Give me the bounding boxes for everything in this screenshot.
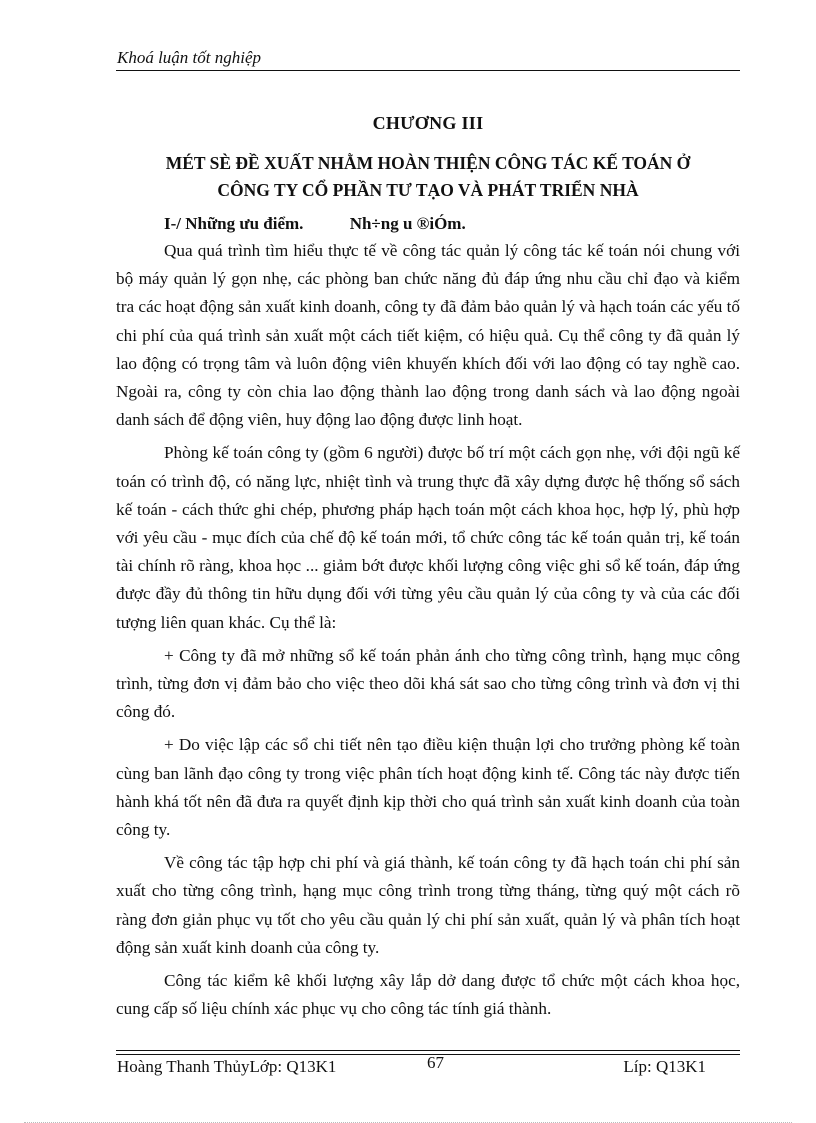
page-number: 67 [427, 1053, 444, 1072]
chapter-title [116, 150, 740, 204]
paragraph: Công tác kiểm kê khối lượng xây lắp dở dang được tổ chức một cách khoa học, cung cấp số liệu chính xác phục vụ cho công tác tính giá thành. [116, 971, 740, 1019]
chapter-label: CHƯƠNG III [372, 113, 484, 133]
paragraph: Qua quá trình tìm hiểu thực tế về công tác quản lý công tác kế toán nói chung với bộ máy quản lý gọn nhẹ, các phòng ban chức năng đủ đáp ứng nhu cầu chỉ đạo và kiểm tra các hoạt động sản xuất kinh doanh, công ty đã đảm bảo quản lý và hạch toán các yếu tố chi phí của quá trình sản xuất một cách tiết kiệm, có hiệu quả. Cụ thể công ty đã quản lý lao động có trọng tâm và luôn động viên khuyến khích đối với lao động có tay nghề cao. Ngoài ra, công ty còn chia lao động thành lao động trong danh sách và lao động ngoài danh sách để động viên, huy động lao động được linh hoạt. [116, 241, 740, 430]
paragraph: + Do việc lập các sổ chi tiết nên tạo điều kiện thuận lợi cho trưởng phòng kế toàn cùng ban lãnh đạo công ty trong việc phân tích hoạt động kinh tế. Công tác này được tiến hành khá tốt nên đã đưa ra quyết định kịp thời cho quá trình sản xuất kinh doanh của toàn công ty. [116, 735, 740, 840]
running-header: Khoá luận tốt nghiệp [117, 48, 262, 67]
footer-rule [116, 1050, 740, 1051]
body-text [116, 237, 740, 1028]
paragraph: Về công tác tập hợp chi phí và giá thành, kế toán công ty đã hạch toán chi phí sản xuất cho từng công trình, hạng mục công trình trong từng tháng, từng quý một cách rõ ràng đơn giản phục vụ tốt cho yêu cầu quản lý chi phí sản xuất, quản lý và phân tích hoạt động sản xuất kinh doanh của công ty. [116, 853, 740, 957]
header-rule [116, 70, 740, 71]
footer-author: Hoàng Thanh ThủyLớp: Q13K1 [117, 1057, 337, 1076]
section-heading-garbled: Nh÷ng u ®iÓm. [349, 214, 466, 233]
paragraph: + Công ty đã mở những sổ kế toán phản ánh cho từng công trình, hạng mục công trình, từng đơn vị đảm bảo cho việc theo dõi khá sát sao cho từng công trình và đơn vị thi công đó. [116, 645, 740, 722]
chapter-title-line-1: MÉT SÈ ĐỀ XUẤT NHẰM HOÀN THIỆN CÔNG TÁC KẾ TOÁN Ở [165, 153, 691, 173]
section-heading [164, 214, 466, 234]
paragraph: Phòng kế toán công ty (gồm 6 người) được bố trí một cách gọn nhẹ, với đội ngũ kế toán có trình độ, có năng lực, nhiệt tình và trung thực đã xây dựng được hệ thống sổ sách kế toán - cách thức ghi chép, phương pháp hạch toán một cách khoa học, hợp lý, phù hợp với yêu cầu - mục đích của chế độ kế toán mới, tổ chức công tác kế toán quản trị, kế toán tài chính rõ ràng, khoa học ... giảm bớt được khối lượng công việc ghi sổ kế toán, đáp ứng được đầy đủ thông tin hữu dụng đối với từng yêu cầu quản lý của công ty và của các đối tượng liên quan khác. Cụ thể là: [116, 443, 740, 632]
section-heading-text: I-/ Những ưu điểm. [164, 214, 304, 233]
footer-class: Líp: Q13K1 [623, 1057, 706, 1076]
chapter-title-line-2: CÔNG TY CỔ PHẦN TƯ TẠO VÀ PHÁT TRIỂN NHÀ [217, 180, 639, 200]
